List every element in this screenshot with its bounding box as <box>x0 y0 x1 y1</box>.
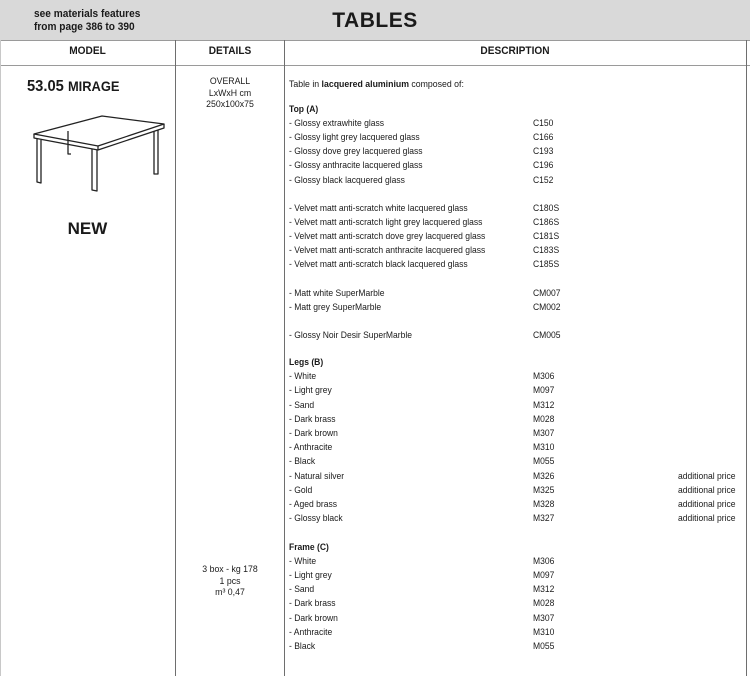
top-option-code: CM005 <box>533 330 561 341</box>
overall-label: OVERALL <box>209 76 251 87</box>
packaging-volume: m³ 0,47 <box>215 587 245 598</box>
top-option-label: - Velvet matt anti-scratch black lacquered glass <box>289 259 468 270</box>
top-option-code: C183S <box>533 245 560 256</box>
top-option-label: - Matt grey SuperMarble <box>289 302 382 313</box>
description-intro <box>289 79 464 90</box>
frame-option-label: - Sand <box>289 584 315 595</box>
frame-option-code: M306 <box>533 556 555 567</box>
legs-option-label: - Anthracite <box>289 442 333 453</box>
section-title-top: Top (A) <box>289 104 319 115</box>
top-option-label: - Velvet matt anti-scratch white lacquered glass <box>289 203 468 214</box>
legs-option-label: - Natural silver <box>289 471 345 482</box>
section-title-legs: Legs (B) <box>289 357 324 368</box>
top-option-code: C166 <box>533 132 554 143</box>
legs-option-code: M310 <box>533 442 555 453</box>
top-option-code: C185S <box>533 259 560 270</box>
frame-option-label: - Dark brass <box>289 598 336 609</box>
top-option-label: - Glossy Noir Desir SuperMarble <box>289 330 413 341</box>
column-divider-details <box>284 40 285 676</box>
top-option-code: CM007 <box>533 288 561 299</box>
note-line-1: see materials features <box>34 8 141 20</box>
model-name: MIRAGE <box>67 78 120 94</box>
legs-option-note: additional price <box>678 471 736 482</box>
legs-option-label: - Glossy black <box>289 513 343 524</box>
top-option-label: - Glossy extrawhite glass <box>289 118 385 129</box>
top-option-code: C196 <box>533 160 554 171</box>
frame-option-code: M055 <box>533 641 555 652</box>
legs-option-note: additional price <box>678 513 736 524</box>
new-badge: NEW <box>67 219 108 238</box>
column-header-description: DESCRIPTION <box>480 45 550 57</box>
top-option-code: C150 <box>533 118 554 129</box>
frame-option-label: - Dark brown <box>289 613 338 624</box>
top-option-label: - Glossy anthracite lacquered glass <box>289 160 423 171</box>
intro-suffix: composed of: <box>408 79 464 90</box>
top-option-label: - Glossy dove grey lacquered glass <box>289 146 423 157</box>
table-drawing <box>28 108 168 193</box>
page-title: TABLES <box>332 9 418 32</box>
right-border <box>746 40 747 676</box>
frame-option-code: M312 <box>533 584 555 595</box>
packaging-weight: 3 box - kg 178 <box>202 564 258 575</box>
top-option-label: - Glossy black lacquered glass <box>289 175 405 186</box>
legs-option-label: - Sand <box>289 400 315 411</box>
top-option-code: CM002 <box>533 302 561 313</box>
section-title-frame: Frame (C) <box>289 542 329 553</box>
legs-option-code: M097 <box>533 385 555 396</box>
top-option-label: - Matt white SuperMarble <box>289 288 385 299</box>
intro-material: lacquered aluminium <box>321 79 409 90</box>
legs-option-code: M055 <box>533 456 555 467</box>
left-border <box>0 40 1 676</box>
frame-option-code: M028 <box>533 598 555 609</box>
note-line-2: from page 386 to 390 <box>34 21 135 33</box>
legs-option-label: - Aged brass <box>289 499 338 510</box>
frame-option-code: M097 <box>533 570 555 581</box>
legs-option-label: - Black <box>289 456 316 467</box>
top-option-label: - Velvet matt anti-scratch light grey lacquered glass <box>289 217 483 228</box>
legs-option-code: M306 <box>533 371 555 382</box>
legs-option-code: M326 <box>533 471 555 482</box>
column-divider-model <box>175 40 176 676</box>
legs-option-note: additional price <box>678 485 736 496</box>
dimension-values: 250x100x75 <box>206 99 254 110</box>
frame-option-label: - White <box>289 556 317 567</box>
top-option-label: - Velvet matt anti-scratch anthracite lacquered glass <box>289 245 486 256</box>
frame-option-label: - Black <box>289 641 316 652</box>
frame-option-label: - Anthracite <box>289 627 333 638</box>
top-option-code: C152 <box>533 175 554 186</box>
dimension-units: LxWxH cm <box>208 87 252 99</box>
legs-option-code: M327 <box>533 513 555 524</box>
legs-option-code: M328 <box>533 499 555 510</box>
frame-option-code: M307 <box>533 613 555 624</box>
legs-option-code: M312 <box>533 400 555 411</box>
top-option-label: - Glossy light grey lacquered glass <box>289 132 420 143</box>
legs-option-code: M028 <box>533 414 555 425</box>
details-packaging <box>179 564 280 599</box>
legs-option-code: M307 <box>533 428 555 439</box>
packaging-pieces: 1 pcs <box>219 575 241 587</box>
legs-option-label: - Dark brass <box>289 414 336 425</box>
top-option-code: C193 <box>533 146 554 157</box>
top-option-code: C180S <box>533 203 560 214</box>
legs-option-label: - Dark brown <box>289 428 338 439</box>
column-header-model: MODEL <box>69 45 106 57</box>
frame-option-code: M310 <box>533 627 555 638</box>
frame-option-label: - Light grey <box>289 570 332 581</box>
legs-option-label: - Light grey <box>289 385 332 396</box>
top-option-label: - Velvet matt anti-scratch dove grey lacquered glass <box>289 231 486 242</box>
intro-prefix: Table in <box>289 79 322 90</box>
top-option-code: C186S <box>533 217 560 228</box>
legs-option-code: M325 <box>533 485 555 496</box>
legs-option-note: additional price <box>678 499 736 510</box>
top-option-code: C181S <box>533 231 560 242</box>
legs-option-label: - Gold <box>289 485 313 496</box>
model-number: 53.05 <box>27 78 64 95</box>
details-dimensions <box>179 76 280 111</box>
legs-option-label: - White <box>289 371 317 382</box>
column-header-details: DETAILS <box>208 45 252 57</box>
model-code <box>27 78 119 96</box>
